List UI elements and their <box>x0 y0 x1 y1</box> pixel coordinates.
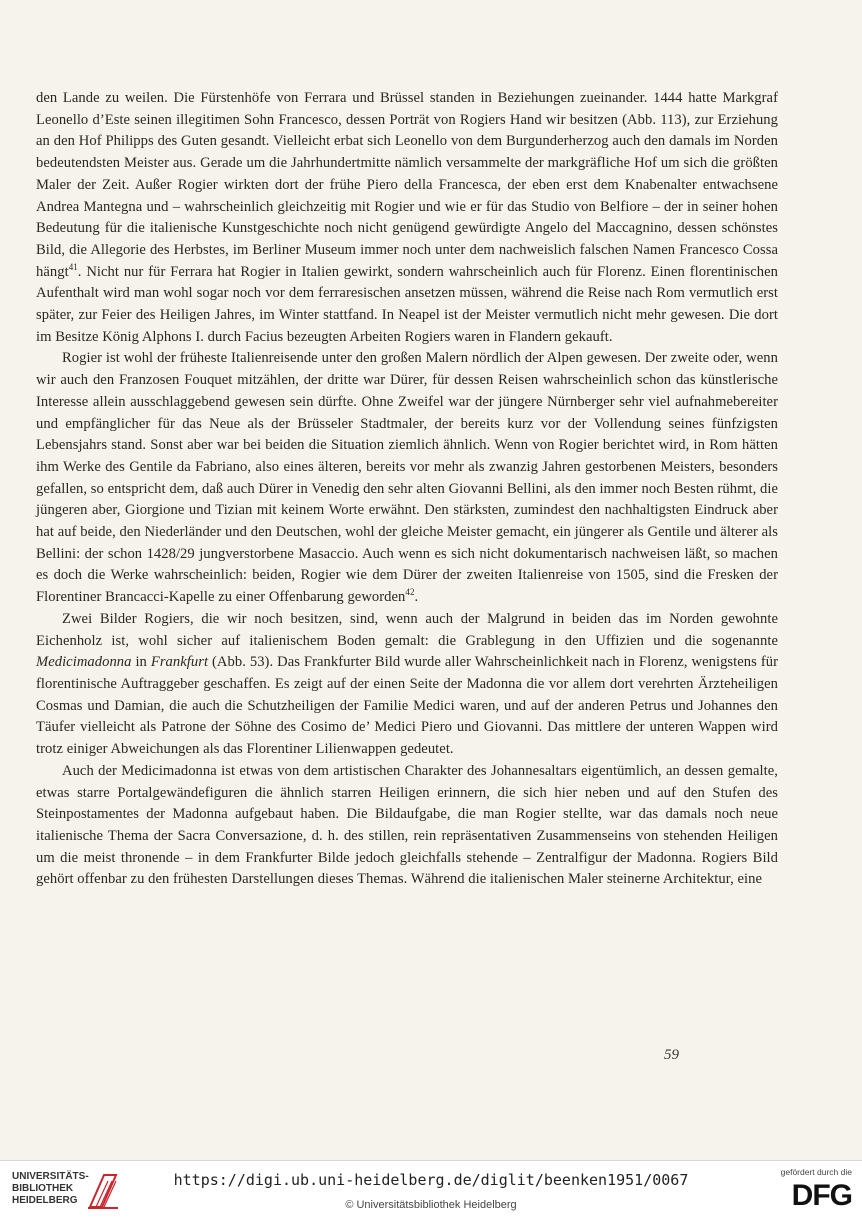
page-number: 59 <box>664 1047 679 1063</box>
viewer-footer <box>0 1160 862 1223</box>
paragraph-4: Auch der Medicimadonna ist etwas von dem artistischen Charakter des Johannesaltars eigentümlich, an dessen gemalte, etwas starre Portalgewändefiguren die ähnlich starren Heiligen erinnern, die sich hier neben und auf den Stufen des Steinpostamentes der Madonna aufgebaut haben. Die Bildaufgabe, die man Rogier stellte, war das damals noch neue italienische Thema der Sacra Conversazione, d. h. des stillen, rein repräsentativen Zusammenseins von stehenden Heiligen um die meist thronende – in dem Frankfurter Bilde jedoch gleichfalls stehende – Zentralfigur der Madonna. Rogiers Bild gehört offenbar zu den frühesten Darstellungen dieses Themas. Während die italienischen Maler steinerne Architektur, eine <box>36 762 778 888</box>
dfg-logo[interactable] <box>760 1167 852 1219</box>
body-text <box>36 88 778 891</box>
paragraph-1: den Lande zu weilen. Die Fürstenhöfe von Ferrara und Brüssel standen in Beziehungen zueinander. 1444 hatte Markgraf Leonello d’Este seinen illegitimen Sohn Francesco, dessen Porträt von Rogiers Hand wir besitzen (Abb. 113), zur Erziehung an den Hof Philipps des Guten gesandt. Vielleicht erbat sich Leonello von dem Burgunderherzog auch den damals im Norden bedeutendsten Meister aus. Gerade um die Jahrhundertmitte nämlich versammelte der markgräfliche Hof um sich die größten Maler der Zeit. Außer Rogier wirkten dort der frühe Piero della Francesca, der eben erst dem Knabenalter entwachsene Andrea Mantegna und – wahrscheinlich gleichzeitig mit Rogier und wie er für das Studio von Belfiore – der in seiner hohen Bedeutung für die italienische Kunstgeschichte noch nicht genügend gewürdigte Angelo del Maccagnino, dessen schönstes Bild, die Allegorie des Herbstes, im Berliner Museum immer noch unter dem nachweislich falschen Namen Francesco Cossa hängt$^{41}$. Nicht nur für Ferrara hat Rogier in Italien gewirkt, sondern wahrscheinlich auch für Florenz. Einen florentinischen Aufenthalt wird man wohl sogar noch vor dem ferraresischen ansetzen müssen, während die Reise nach Rom vermutlich erst später, zur Feier des Heiligen Jahres, im Winter stattfand. In Neapel ist der Meister vermutlich nicht mehr gewesen. Die dort im Besitze König Alphons I. durch Facius bezeugten Arbeiten Rogiers waren in Flandern gekauft. <box>36 90 778 345</box>
footnote-ref-41[interactable]: 41 <box>68 261 78 272</box>
permalink-url[interactable]: https://digi.ub.uni-heidelberg.de/diglit/beenken1951/0067 <box>173 1171 689 1189</box>
italic-frankfurt: Frankfurt <box>150 654 209 671</box>
italic-medicimadonna: Medicimadonna <box>36 654 132 671</box>
funder-note: gefördert durch die <box>780 1167 852 1177</box>
paragraph-3: Zwei Bilder Rogiers, die wir noch besitzen, sind, wenn auch der Malgrund in beiden das im Norden gewohnte Eichenholz ist, wohl sicher auf italienischem Boden gemalt: die Grablegung in den Uffizien und die sogenannte Medicimadonna in Frankfurt (Abb. 53). Das Frankfurter Bild wurde aller Wahrscheinlichkeit nach in Florenz, wenigstens für florentinische Auftraggeber geschaffen. Es zeigt auf der einen Seite der Madonna die vor allem dort verehrten Ärzteheiligen Cosmas und Damian, die auch die Schutzheiligen der Familie Medici waren, und auf der anderen Petrus und Johannes den Täufer vielleicht als Patrone der Söhne des Cosimo de’ Medici Piero und Giovanni. Das mittlere der unteren Wappen wird trotz einiger Abweichungen als das Florentiner Lilienwappen gedeutet. <box>36 610 778 758</box>
footnote-ref-42[interactable]: 42 <box>405 587 415 598</box>
copyright-text: © Universitätsbibliothek Heidelberg <box>345 1199 517 1211</box>
paragraph-2: Rogier ist wohl der früheste Italienreisende unter den großen Malern nördlich der Alpen gewesen. Der zweite oder, wenn wir auch den Franzosen Fouquet mitzählen, der dritte war Dürer, für dessen Reisen wahrscheinlich schon das künstlerische Interesse allein ausschlaggebend gewesen sein dürfte. Ohne Zweifel war der jüngere Nürnberger sehr viel aufnahmebereiter und empfänglicher für das Neue als der Brüsseler Stadtmaler, der bereits kurz vor der Vollendung seines fünfzigsten Lebensjahrs stand. Sonst aber war bei beiden die Situation ziemlich ähnlich. Wenn von Rogier berichtet wird, in Rom hätten ihm Werke des Gentile da Fabriano, also eines älteren, bereits vor mehr als zwanzig Jahren gestorbenen Meisters, besonders gefallen, so entspricht dem, daß auch Dürer in Venedig den sehr alten Giovanni Bellini, als den immer noch Besten rühmt, die jüngeren aber, Giorgione und Tizian mit keinem Worte erwähnt. Den stärksten, zumindest den nachhaltigsten Eindruck aber hat auf beide, den Niederländer und den Deutschen, wohl der gleiche Meister gemacht, ein jüngerer als Gentile und älterer als Bellini: der schon 1428/29 jungverstorbene Masaccio. Auch wenn es sich nicht dokumentarisch nachweisen läßt, so machen es doch die Werke wahrscheinlich: beiden, Rogier wie dem Dürer der zweiten Italienreise von 1505, sind die Fresken der Florentiner Brancacci-Kapelle zu einer Offenbarung geworden$^{42}$. <box>36 350 778 606</box>
dfg-wordmark: DFG <box>791 1179 852 1212</box>
library-name: UNIVERSITÄTS- BIBLIOTHEK HEIDELBERG <box>12 1171 89 1206</box>
